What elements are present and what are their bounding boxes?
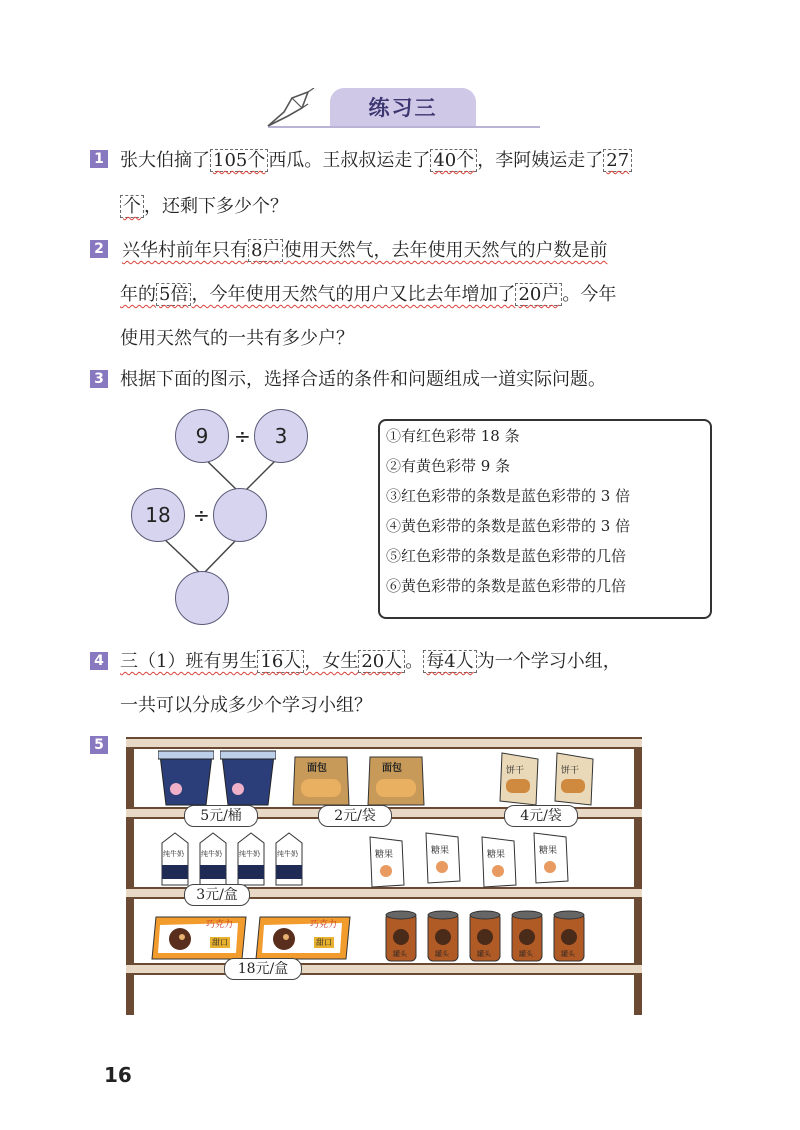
diagram-op-2: ÷ — [193, 503, 210, 527]
milk-box-1: 纯牛奶 — [160, 831, 190, 891]
diagram-op-1: ÷ — [234, 424, 251, 448]
chocolate-box-1: 巧克力 甜口 — [150, 913, 248, 965]
bread-bag-1: 面包 — [291, 749, 351, 811]
condition-1: ①有红色彩带 18 条 — [386, 427, 520, 445]
diagram-circle-left: 18 — [131, 488, 185, 542]
noodle-bucket-2 — [220, 749, 276, 811]
problem-2-line-3: 使用天然气的一共有多少户？ — [120, 328, 354, 349]
section-title: 练习三 — [330, 88, 476, 126]
diagram-circle-final — [175, 571, 229, 625]
problem-number-1: 1 — [90, 150, 108, 168]
condition-4: ④黄色彩带的条数是蓝色彩带的 3 倍 — [386, 517, 631, 535]
page-number: 16 — [104, 1063, 132, 1087]
price-tag-chocolate: 18元/盒 — [224, 958, 302, 980]
candy-bag-4: 糖果 — [530, 829, 570, 889]
can-3: 罐头 — [468, 909, 502, 967]
noodle-bucket-1 — [158, 749, 214, 811]
condition-3: ③红色彩带的条数是蓝色彩带的 3 倍 — [386, 487, 631, 505]
problem-number-3: 3 — [90, 370, 108, 388]
can-4: 罐头 — [510, 909, 544, 967]
shelf-top — [126, 737, 642, 749]
bread-bag-2: 面包 — [366, 749, 426, 811]
can-1: 罐头 — [384, 909, 418, 967]
diagram-circle-result — [213, 488, 267, 542]
cookie-bag-1: 饼干 — [496, 749, 542, 811]
diagram-circle-divisor: 3 — [254, 409, 308, 463]
cookie-bag-2: 饼干 — [551, 749, 597, 811]
condition-5: ⑤红色彩带的条数是蓝色彩带的几倍 — [386, 547, 627, 565]
price-tag-milk: 3元/盒 — [184, 884, 250, 906]
problem-4-line-1: 三（1）班有男生 16人 ，女生 20人 。 每4人 为一个学习小组， — [120, 651, 621, 672]
problem-number-4: 4 — [90, 652, 108, 670]
diagram-circle-dividend: 9 — [175, 409, 229, 463]
condition-2: ②有黄色彩带 9 条 — [386, 457, 511, 475]
chocolate-box-2: 巧克力 甜口 — [254, 913, 352, 965]
problem-1-line-1: 张大伯摘了 105个 西瓜。王叔叔运走了 40个 ，李阿姨运走了 27 — [120, 147, 632, 175]
candy-bag-2: 糖果 — [422, 829, 462, 889]
conditions-box — [378, 419, 712, 619]
price-tag-cookie: 4元/袋 — [504, 805, 578, 827]
price-tag-noodle: 5元/桶 — [184, 805, 258, 827]
can-2: 罐头 — [426, 909, 460, 967]
problem-4-line-2: 一共可以分成多少个学习小组？ — [120, 695, 372, 716]
problem-3-text: 根据下面的图示，选择合适的条件和问题组成一道实际问题。 — [120, 369, 606, 390]
milk-box-3: 纯牛奶 — [236, 831, 266, 891]
problem-1-line-2: 个 ，还剩下多少个？ — [120, 193, 288, 221]
milk-box-2: 纯牛奶 — [198, 831, 228, 891]
problem-number-2: 2 — [90, 240, 108, 258]
problem-number-5: 5 — [90, 736, 108, 754]
candy-bag-3: 糖果 — [478, 833, 518, 893]
candy-bag-1: 糖果 — [366, 833, 406, 893]
milk-box-4: 纯牛奶 — [274, 831, 304, 891]
problem-2-line-1: 兴华村前年只有 8户 使用天然气，去年使用天然气的户数是前 — [122, 240, 608, 261]
shelf — [126, 737, 644, 1017]
pen-icon — [262, 88, 322, 134]
price-tag-bread: 2元/袋 — [318, 805, 392, 827]
condition-6: ⑥黄色彩带的条数是蓝色彩带的几倍 — [386, 577, 627, 595]
can-5: 罐头 — [552, 909, 586, 967]
problem-2-line-2: 年的 5倍 ，今年使用天然气的用户又比去年增加了 20户 。今年 — [120, 284, 617, 305]
